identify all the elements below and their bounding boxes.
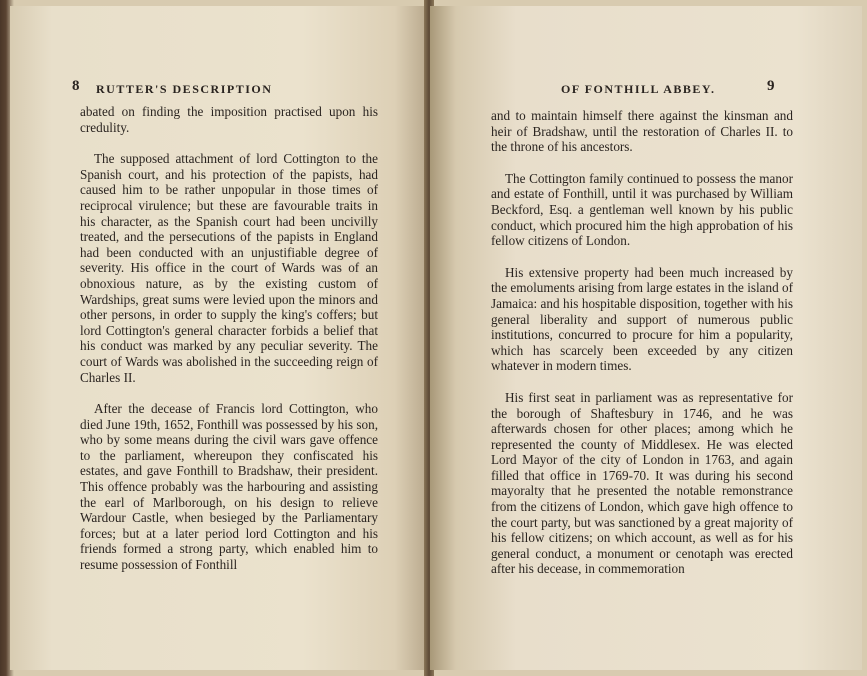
paragraph: After the decease of Francis lord Cottington, who died June 19th, 1652, Fonthill was possessed by his son, who by some means during the civil wars gave offence to the parliament, whereupon they confiscated his estates, and gave Fonthill to Bradshaw, their president. This offence probably was the harbouring and assisting the earl of Marlborough, on his design to relieve Wardour Castle, when besieged by the Parliamentary forces; but at a later period lord Cottington and his friends formed a strong party, which enabled him to resume possession of Fonthill bbox=[80, 401, 378, 573]
left-page bbox=[10, 6, 428, 670]
paragraph: The Cottington family continued to possess the manor and estate of Fonthill, until it was purchased by William Beckford, Esq. a gentleman well known by his public conduct, which procured him the high approbation of his fellow citizens of London. bbox=[491, 170, 793, 249]
right-page bbox=[430, 6, 862, 670]
paragraph: The supposed attachment of lord Cottington to the Spanish court, and his protection of the papists, had caused him to be rather unpopular in those times of reciprocal virulence; but these are favourable traits in his character, as the Spanish court had been uncivilly treated, and the persecutions of the papists in England had been conducted with an unjustifiable degree of severity. His office in the court of Wards was of an obnoxious nature, as by the existing custom of Wardships, great sums were levied upon the minors and other persons, in order to supply the king's coffers; but lord Cottington's general character forbids a belief that his conduct was marked by any peculiar severity. The court of Wards was abolished in the succeeding reign of Charles II. bbox=[80, 151, 378, 385]
left-running-head: RUTTER'S DESCRIPTION bbox=[96, 82, 273, 96]
paragraph: abated on finding the imposition practised upon his credulity. bbox=[80, 104, 378, 135]
right-page-number: 9 bbox=[767, 78, 775, 94]
paragraph: and to maintain himself there against the kinsman and heir of Bradshaw, until the restoration of Charles II. to the throne of his ancestors. bbox=[491, 108, 793, 155]
right-page-text bbox=[491, 108, 793, 593]
left-page-text bbox=[80, 104, 378, 589]
left-page-number: 8 bbox=[72, 78, 80, 94]
right-running-head: OF FONTHILL ABBEY. bbox=[561, 82, 716, 96]
paragraph: His extensive property had been much increased by the emoluments arising from large estates in the island of Jamaica: and his hospitable disposition, together with his general liberality and support of numerous public institutions, concurred to procure for him a popularity, which has scarcely been exceeded by any citizen whatever in modern times. bbox=[491, 264, 793, 374]
paragraph: His first seat in parliament was as representative for the borough of Shaftesbury in 1746, and he was afterwards chosen for other places; among which he represented the county of Middlesex. He was elected Lord Mayor of the city of London in 1763, and again filled that office in 1769-70. It was during his second mayoralty that he presented the notable remonstrance from the citizens of London, which gave high offence to the court party, but was sanctioned by a great majority of his fellow citizens; on which account, as well as for his general conduct, a monument or cenotaph was erected after his decease, in commemoration bbox=[491, 389, 793, 577]
